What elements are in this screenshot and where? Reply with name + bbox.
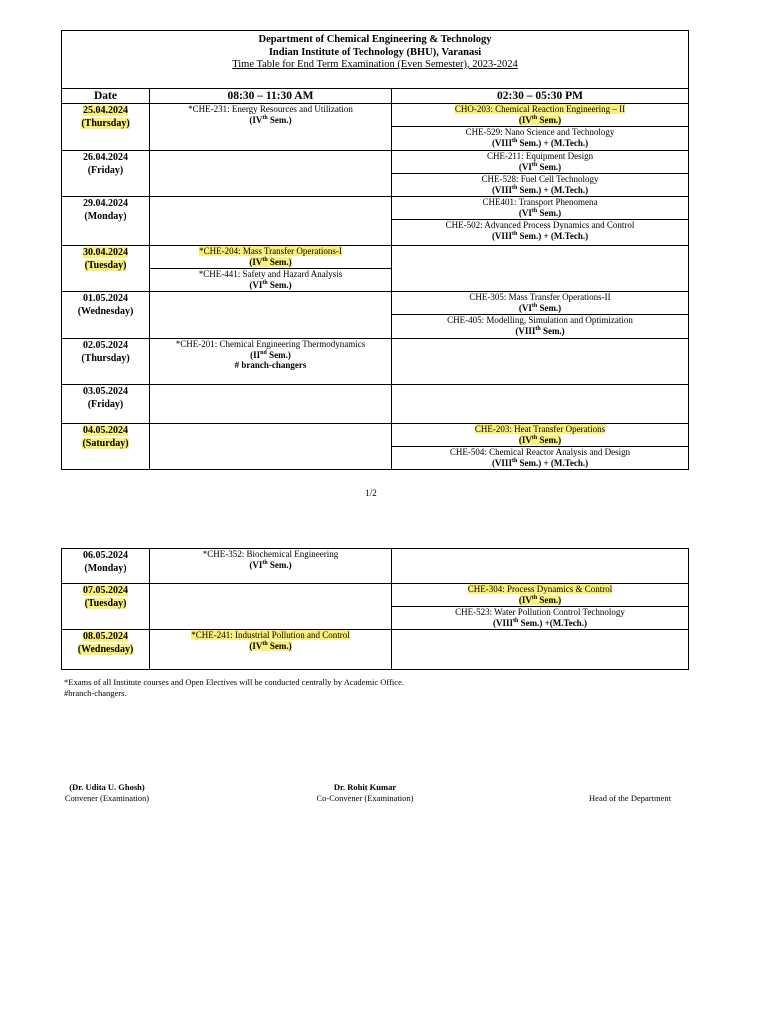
course-line xyxy=(392,584,688,595)
course-line xyxy=(392,447,688,458)
exam-day xyxy=(62,438,149,451)
exam-entry xyxy=(392,151,688,173)
course-name: CHE-405: Modelling, Simulation and Optimization xyxy=(447,315,633,325)
course-line xyxy=(150,339,391,350)
course-name: *CHE-441: Safety and Hazard Analysis xyxy=(198,269,343,279)
convener-role: Convener (Examination) xyxy=(64,793,150,803)
semester-roman: (VI xyxy=(249,279,263,290)
morning-slot-cell xyxy=(150,339,392,385)
semester-line xyxy=(150,115,391,126)
semester-suffix: th xyxy=(531,434,538,441)
timetable-title: Time Table for End Term Examination (Even Semester), 2023-2024 xyxy=(232,59,518,70)
course-line xyxy=(150,549,391,560)
convener-signature xyxy=(48,782,166,804)
semester-tail: Sem.) xyxy=(267,256,292,267)
exam-date-text: 30.04.2024 xyxy=(83,247,128,258)
evening-slot-cell xyxy=(392,630,689,670)
course-name: CHE-203: Heat Transfer Operations xyxy=(474,424,606,434)
semester-suffix: th xyxy=(511,230,518,237)
morning-slot-cell xyxy=(150,424,392,470)
semester-suffix: th xyxy=(535,325,541,332)
evening-slot-cell xyxy=(392,424,689,470)
course-name: CHO-203: Chemical Reaction Engineering – II xyxy=(454,104,626,114)
semester-roman: (VIII xyxy=(491,184,512,195)
exam-date-cell xyxy=(62,630,150,670)
exam-entry xyxy=(392,424,688,446)
exam-day-text: (Wednesday) xyxy=(77,305,134,317)
course-line xyxy=(392,174,688,185)
exam-day-row xyxy=(62,584,689,630)
exam-entry xyxy=(392,104,688,126)
exam-day-text: (Thursday) xyxy=(81,352,130,364)
semester-tail: Sem.) xyxy=(267,640,292,651)
semester-label xyxy=(249,257,291,267)
semester-tail: Sem.) xyxy=(537,434,562,445)
exam-date-text: 04.05.2024 xyxy=(83,425,128,436)
semester-roman: (IV xyxy=(249,640,263,651)
morning-slot-cell xyxy=(150,292,392,339)
course-name: CHE-305: Mass Transfer Operations-II xyxy=(469,292,611,302)
semester-label xyxy=(519,115,561,125)
course-name: CHE-523: Water Pollution Control Technology xyxy=(455,607,625,617)
semester-roman: (IV xyxy=(518,114,532,125)
semester-roman: (VIII xyxy=(491,137,512,148)
semester-suffix: th xyxy=(513,617,519,624)
exam-day-row xyxy=(62,246,689,292)
exam-entry xyxy=(392,606,688,629)
evening-slot-cell xyxy=(392,549,689,584)
exam-day xyxy=(62,165,149,178)
semester-roman: (IV xyxy=(249,256,263,267)
exam-date-text: 29.04.2024 xyxy=(83,198,128,209)
exam-entry xyxy=(150,104,391,126)
exam-entry xyxy=(392,219,688,242)
exam-date-cell xyxy=(62,339,150,385)
course-name: *CHE-231: Energy Resources and Utilization xyxy=(188,104,353,114)
exam-day-row xyxy=(62,424,689,470)
semester-roman: (VI xyxy=(518,302,532,313)
semester-suffix: th xyxy=(262,114,268,121)
morning-column-header: 08:30 – 11:30 AM xyxy=(150,89,392,104)
semester-roman: (VI xyxy=(518,207,532,218)
morning-slot-cell xyxy=(150,549,392,584)
exam-day-text: (Monday) xyxy=(84,210,127,222)
exam-date xyxy=(62,386,149,399)
exam-day-text: (Tuesday) xyxy=(84,259,127,271)
department-title: Department of Chemical Engineering & Technology xyxy=(258,34,492,45)
semester-label xyxy=(493,618,587,628)
course-line xyxy=(392,127,688,138)
morning-slot-cell xyxy=(150,385,392,424)
evening-slot-cell xyxy=(392,104,689,151)
exam-entry xyxy=(392,314,688,337)
semester-line xyxy=(392,185,688,196)
exam-day-text: (Friday) xyxy=(87,164,124,176)
course-name: *CHE-201: Chemical Engineering Thermodynamics xyxy=(175,339,366,349)
exam-entry xyxy=(392,173,688,196)
course-line xyxy=(392,220,688,231)
semester-roman: (VI xyxy=(518,161,532,172)
semester-label xyxy=(515,326,564,336)
semester-line xyxy=(392,162,688,173)
exam-date-cell xyxy=(62,584,150,630)
semester-tail: Sem.) + (M.Tech.) xyxy=(517,137,589,148)
exam-date-cell xyxy=(62,246,150,292)
semester-line xyxy=(392,595,688,606)
course-line xyxy=(392,104,688,115)
exam-day-row xyxy=(62,104,689,151)
semester-tail: Sem.) xyxy=(267,559,292,570)
morning-slot-cell xyxy=(150,151,392,197)
branch-changers-note: # branch-changers xyxy=(234,360,307,370)
coconvener-signature xyxy=(300,782,430,804)
semester-tail: Sem.) + (M.Tech.) xyxy=(517,184,589,195)
semester-roman: (IV xyxy=(518,594,532,605)
exam-day xyxy=(62,399,149,412)
morning-slot-cell xyxy=(150,197,392,246)
course-name: CHE-528: Fuel Cell Technology xyxy=(481,174,599,184)
exam-date-cell xyxy=(62,549,150,584)
semester-suffix: nd xyxy=(260,349,267,356)
footnote-institute: *Exams of all Institute courses and Open Electives will be conducted centrally by Academic Office. xyxy=(64,677,404,687)
exam-entry xyxy=(150,246,391,268)
exam-date-text: 02.05.2024 xyxy=(83,340,128,351)
exam-entry xyxy=(392,126,688,149)
exam-entry xyxy=(150,268,391,291)
exam-date xyxy=(62,293,149,306)
morning-slot-cell xyxy=(150,246,392,292)
semester-line xyxy=(392,231,688,242)
exam-day-row xyxy=(62,197,689,246)
exam-date xyxy=(62,550,149,563)
semester-tail: Sem.) xyxy=(266,349,291,360)
semester-tail: Sem.) + (M.Tech.) xyxy=(517,230,589,241)
course-name: *CHE-352: Biochemical Engineering xyxy=(202,549,339,559)
semester-line xyxy=(150,560,391,571)
semester-suffix: th xyxy=(531,114,538,121)
exam-day-text: (Friday) xyxy=(87,398,124,410)
semester-line xyxy=(392,303,688,314)
course-name: CHE-502: Advanced Process Dynamics and Control xyxy=(445,220,635,230)
semester-tail: Sem.) xyxy=(537,207,562,218)
course-line xyxy=(150,104,391,115)
course-line xyxy=(150,630,391,641)
course-line xyxy=(392,197,688,208)
semester-tail: Sem.) xyxy=(537,161,562,172)
evening-slot-cell xyxy=(392,339,689,385)
exam-day xyxy=(62,563,149,576)
exam-day-row xyxy=(62,549,689,584)
exam-entry xyxy=(150,549,391,571)
semester-line xyxy=(150,257,391,268)
exam-date-text: 08.05.2024 xyxy=(83,631,128,642)
coconvener-name: Dr. Rohit Kumar xyxy=(333,782,397,792)
evening-slot-cell xyxy=(392,197,689,246)
course-line xyxy=(150,269,391,280)
semester-suffix: th xyxy=(262,640,268,647)
semester-label xyxy=(249,560,291,570)
semester-suffix: th xyxy=(511,457,518,464)
evening-slot-cell xyxy=(392,151,689,197)
exam-date-text: 01.05.2024 xyxy=(83,293,128,304)
footnotes xyxy=(64,677,404,699)
semester-label xyxy=(492,185,588,195)
exam-date-cell xyxy=(62,292,150,339)
page-number: 1/2 xyxy=(365,488,377,498)
semester-line xyxy=(392,115,688,126)
footnote-branch-changers: #branch-changers. xyxy=(64,688,127,698)
semester-roman: (VIII xyxy=(491,457,512,468)
semester-line xyxy=(150,641,391,652)
semester-line xyxy=(392,458,688,469)
exam-day xyxy=(62,644,149,657)
exam-day-row xyxy=(62,339,689,385)
exam-date-text: 03.05.2024 xyxy=(83,386,128,397)
exam-entry xyxy=(392,197,688,219)
exam-date xyxy=(62,631,149,644)
exam-date-cell xyxy=(62,104,150,151)
page1-rows xyxy=(62,104,689,470)
semester-tail: Sem.) xyxy=(537,594,562,605)
evening-column-header: 02:30 – 05:30 PM xyxy=(392,89,689,104)
exam-day-row xyxy=(62,292,689,339)
exam-date xyxy=(62,247,149,260)
exam-date xyxy=(62,198,149,211)
semester-suffix: th xyxy=(531,161,538,168)
exam-day-text: (Saturday) xyxy=(82,437,129,449)
semester-tail: Sem.) xyxy=(540,325,565,336)
semester-label xyxy=(492,231,588,241)
semester-line xyxy=(392,326,688,337)
exam-day xyxy=(62,598,149,611)
exam-entry xyxy=(392,584,688,606)
exam-entry xyxy=(392,292,688,314)
semester-tail: Sem.) xyxy=(537,114,562,125)
exam-day-text: (Monday) xyxy=(84,562,127,574)
semester-label xyxy=(519,595,561,605)
exam-date xyxy=(62,105,149,118)
morning-slot-cell xyxy=(150,104,392,151)
semester-tail: Sem.) xyxy=(267,279,292,290)
course-name: CHE-504: Chemical Reactor Analysis and Design xyxy=(449,447,631,457)
exam-day xyxy=(62,211,149,224)
hod-role: Head of the Department xyxy=(589,793,671,803)
evening-slot-cell xyxy=(392,246,689,292)
exam-day-row xyxy=(62,151,689,197)
exam-day xyxy=(62,260,149,273)
course-name: CHE-304: Process Dynamics & Control xyxy=(467,584,613,594)
semester-label xyxy=(249,115,291,125)
hod-signature xyxy=(578,793,682,804)
semester-label xyxy=(519,162,561,172)
course-line xyxy=(392,315,688,326)
semester-tail: Sem.) +(M.Tech.) xyxy=(518,617,587,628)
document-header xyxy=(62,31,689,89)
semester-label xyxy=(492,458,588,468)
course-name: *CHE-204: Mass Transfer Operations-I xyxy=(199,246,342,256)
exam-date xyxy=(62,152,149,165)
semester-line xyxy=(392,208,688,219)
semester-label xyxy=(492,138,588,148)
institute-title: Indian Institute of Technology (BHU), Varanasi xyxy=(268,46,482,58)
timetable-page1 xyxy=(61,30,689,470)
page2-rows xyxy=(62,549,689,670)
evening-slot-cell xyxy=(392,292,689,339)
semester-suffix: th xyxy=(531,594,538,601)
semester-roman: (II xyxy=(250,349,261,360)
exam-day xyxy=(62,118,149,131)
semester-label xyxy=(519,303,561,313)
course-name: CHE-211: Equipment Design xyxy=(486,151,594,161)
exam-date-text: 07.05.2024 xyxy=(83,585,128,596)
semester-suffix: th xyxy=(531,302,538,309)
semester-roman: (IV xyxy=(249,114,263,125)
exam-day-row xyxy=(62,630,689,670)
course-line xyxy=(392,424,688,435)
exam-date-cell xyxy=(62,197,150,246)
evening-slot-cell xyxy=(392,385,689,424)
exam-day xyxy=(62,353,149,366)
exam-date-text: 06.05.2024 xyxy=(83,550,128,561)
exam-entry xyxy=(150,339,391,372)
exam-date xyxy=(62,425,149,438)
semester-line xyxy=(392,138,688,149)
semester-suffix: th xyxy=(262,256,268,263)
semester-line xyxy=(392,435,688,446)
exam-entry xyxy=(392,446,688,469)
evening-slot-cell xyxy=(392,584,689,630)
exam-date xyxy=(62,340,149,353)
column-header-row xyxy=(62,89,689,104)
timetable-page2 xyxy=(61,548,689,670)
exam-entry xyxy=(150,630,391,652)
semester-roman: (VIII xyxy=(515,325,536,336)
semester-suffix: th xyxy=(262,279,268,286)
exam-date-text: 25.04.2024 xyxy=(83,105,128,116)
exam-date-text: 26.04.2024 xyxy=(83,152,128,163)
exam-day xyxy=(62,306,149,319)
exam-date-cell xyxy=(62,385,150,424)
semester-tail: Sem.) xyxy=(537,302,562,313)
course-name: *CHE-241: Industrial Pollution and Control xyxy=(191,630,350,640)
exam-date-cell xyxy=(62,151,150,197)
semester-roman: (VIII xyxy=(491,230,512,241)
course-name: CHE-529: Nano Science and Technology xyxy=(465,127,615,137)
semester-tail: Sem.) xyxy=(267,114,292,125)
semester-suffix: th xyxy=(262,559,268,566)
semester-suffix: th xyxy=(511,137,518,144)
semester-line xyxy=(392,618,688,629)
exam-day-text: (Wednesday) xyxy=(77,643,134,655)
semester-suffix: th xyxy=(531,207,538,214)
semester-roman: (VIII xyxy=(493,617,514,628)
semester-label xyxy=(249,641,291,651)
semester-line xyxy=(150,280,391,291)
exam-day-row xyxy=(62,385,689,424)
morning-slot-cell xyxy=(150,630,392,670)
semester-label xyxy=(519,208,561,218)
semester-label xyxy=(250,350,291,360)
semester-roman: (VI xyxy=(249,559,263,570)
course-line xyxy=(392,607,688,618)
morning-slot-cell xyxy=(150,584,392,630)
exam-day-text: (Thursday) xyxy=(81,117,130,129)
coconvener-role: Co-Convener (Examination) xyxy=(316,793,414,803)
semester-label xyxy=(249,280,291,290)
semester-suffix: th xyxy=(511,184,518,191)
semester-label xyxy=(519,435,561,445)
course-name: CHE401: Transport Phenomena xyxy=(482,197,598,207)
exam-date xyxy=(62,585,149,598)
date-column-header: Date xyxy=(62,89,150,104)
course-line xyxy=(150,246,391,257)
exam-day-text: (Tuesday) xyxy=(84,597,127,609)
semester-line xyxy=(150,350,391,361)
exam-date-cell xyxy=(62,424,150,470)
semester-roman: (IV xyxy=(518,434,532,445)
course-line xyxy=(392,151,688,162)
course-line xyxy=(392,292,688,303)
semester-tail: Sem.) + (M.Tech.) xyxy=(517,457,589,468)
convener-name: (Dr. Udita U. Ghosh) xyxy=(69,782,145,792)
